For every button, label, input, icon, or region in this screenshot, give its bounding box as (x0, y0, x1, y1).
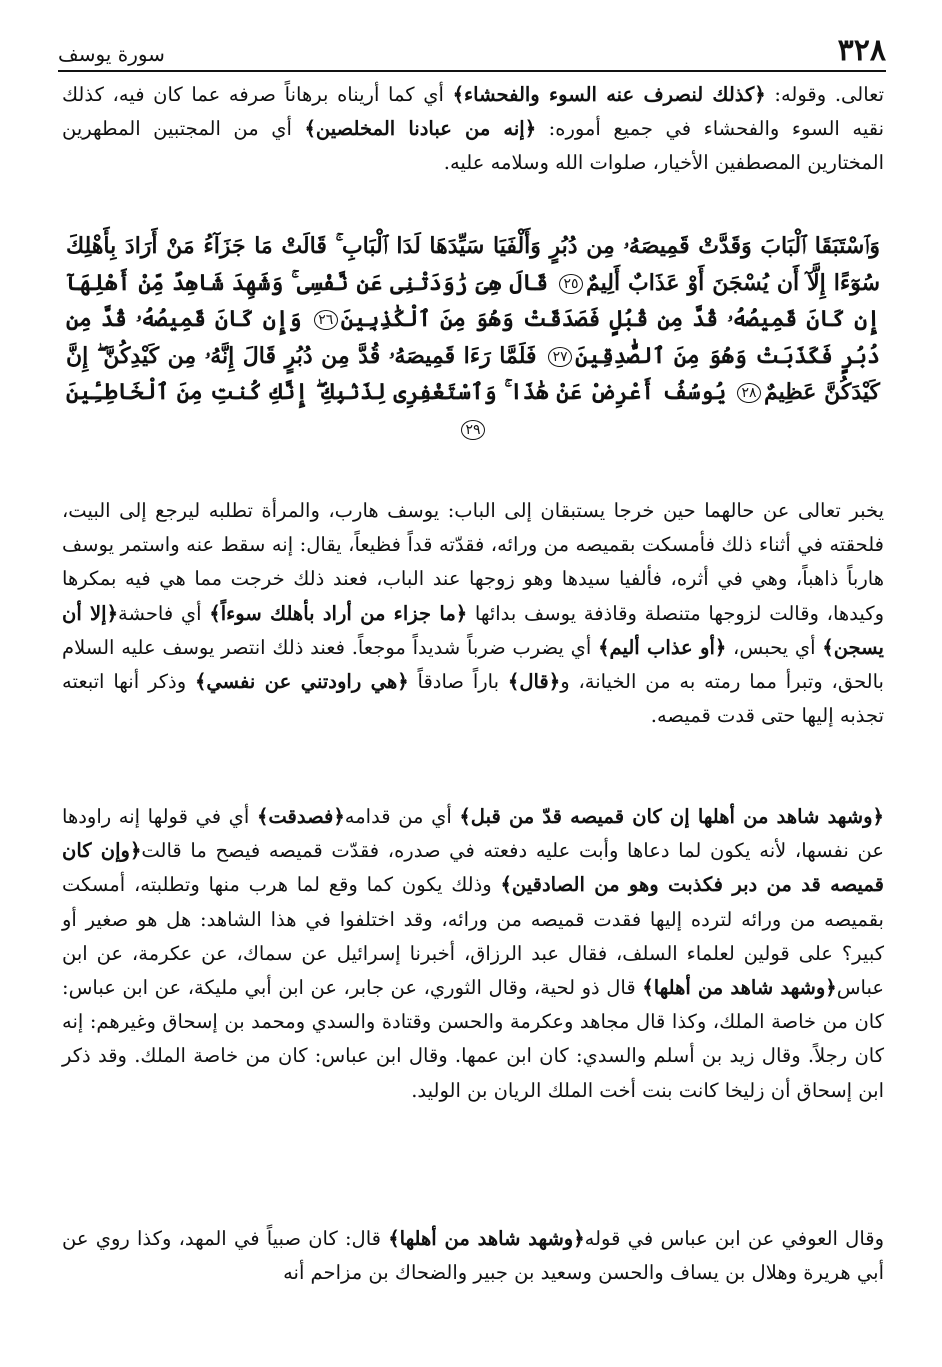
paragraph-3 (62, 800, 884, 1108)
text-run: أي كما أريناه برهاناً صرفه عما كان فيه، كذلك نقيه السوء والفحشاء في جميع أموره: (62, 83, 884, 141)
surah-title: سورة يوسف (58, 42, 165, 66)
quran-quote: ﴿كذلك لنصرف عنه السوء والفحشاء﴾ (452, 83, 766, 106)
quran-quote: ﴿فصدقت﴾ (256, 805, 345, 828)
page-number: ٣٢٨ (837, 33, 886, 68)
paragraph-2 (62, 494, 884, 733)
text-run: وقال العوفي عن ابن عباس في قوله (584, 1227, 884, 1250)
quran-quote: ﴿وشهد شاهد من أهلها﴾ (388, 1227, 585, 1250)
paragraph-1 (62, 78, 884, 181)
quran-quote: ﴿إلا أن يسجن﴾ (62, 601, 884, 659)
page-header (58, 30, 886, 72)
ayah-number-marker: ٢٧ (548, 347, 572, 367)
quran-quote: ﴿وشهد شاهد من أهلها﴾ (642, 976, 837, 1000)
quran-quote: ﴿إنه من عبادنا المخلصين﴾ (304, 117, 537, 141)
text-run: يخبر تعالى عن حالهما حين خرجا يستبقان إلى الباب: يوسف هارب، والمرأة تطلبه ليرجع إلى البيت، فلحقته في أثناء ذلك فأمسكت بقميصه من ورائه، فقدّته قداً فظيعاً، يقال: إنه سقط عنه واستمر يوسف هارباً ذاهباً، وهي في أثره، فألفيا سيدها وهو زوجها عند الباب، فعند ذلك خرجت مما هي فيه بمكرها وكيدها، وقالت لزوجها متنصلة وقاذفة يوسف بدائها (62, 499, 885, 625)
quran-quote: ﴿وإن كان قميصه قد من دبر فكذبت وهو من الصادقين﴾ (62, 839, 884, 897)
text-run: أي فاحشة (118, 601, 210, 625)
text-run: قَالَ هِىَ رَٰوَدَتْنِى عَن نَّفْسِى ۚ وَشَهِدَ شَاهِدٌ مِّنْ أَهْلِهَآ إِن كَانَ قَمِيصُهُۥ قُدَّ مِن قُبُلٍ فَصَدَقَتْ وَهُوَ مِنَ ٱلْكَٰذِبِينَ (66, 269, 881, 332)
text-run: أي في قولها إنه راودها عن نفسها، لأنه يكون لما دعاها وأبت عليه دفعته في صدره، فقدّت قميصه فيصح ما قالت (62, 805, 884, 863)
quran-quote: ﴿وشهد شاهد من أهلها إن كان قميصه قدّ من قبل﴾ (459, 805, 884, 828)
quran-verses (66, 228, 880, 447)
text-run: أي من المجتبين المطهرين المختارين المصطفين الأخيار، صلوات الله وسلامه عليه. (62, 117, 884, 175)
ayah-number-marker: ٢٩ (461, 420, 485, 440)
quran-quote: ﴿قال﴾ (507, 670, 561, 694)
text-run: وذلك يكون كما وقع لما هرب منها وتطلبته، أمسكت بقميصه من ورائه لترده إليها فقدت قميصه من ورائه، وقد اختلفوا في هذا الشاهد: هل هو صغير أو كبير؟ على قولين لعلماء السلف، فقال عبد الرزاق، أخبرنا إسرائيل عن سماك، عن عكرمة، عن ابن عباس (62, 873, 885, 1000)
text-run: باراً صادقاً (408, 670, 508, 694)
text-run: أي يحبس، (726, 635, 823, 659)
text-run: قال ذو لحية، وقال الثوري، عن جابر، عن ابن أبي مليكة، عن ابن عباس: كان من خاصة الملك، وكذا قال مجاهد وعكرمة والحسن وقتادة والسدي ومحمد بن إسحاق وغيرهم: إنه كان رجلاً. وقال زيد بن أسلم والسدي: كان ابن عمها. وقال ابن عباس: كان من خاصة الملك. وقد ذكر ابن إسحاق أن زليخا كانت بنت أخت الملك الريان بن الوليد. (62, 976, 884, 1102)
paragraph-4 (62, 1222, 884, 1290)
text-run: وَإِن كَانَ قَمِيصُهُۥ قُدَّ مِن دُبُرٍ فَكَذَبَتْ وَهُوَ مِنَ ٱلصَّٰدِقِينَ (66, 306, 881, 369)
ayah-number-marker: ٢٦ (314, 310, 338, 330)
text-run: أي يضرب ضرباً شديداً موجعاً. فعند ذلك انتصر يوسف عليه السلام بالحق، وتبرأ مما رمته به من الخيانة، و (62, 635, 884, 694)
text-run: يُوسُفُ أَعْرِضْ عَنْ هَٰذَا ۚ وَٱسْتَغْفِرِى لِذَنۢبِكِ ۖ إِنَّكِ كُنتِ مِنَ ٱلْخَاطِـِٔينَ (66, 379, 734, 405)
text-run: أي من قدامه (344, 805, 460, 828)
text-run: فَلَمَّا رَءَا قَمِيصَهُۥ قُدَّ مِن دُبُرٍ قَالَ إِنَّهُۥ مِن كَيْدِكُنَّ ۖ إِنَّ كَيْدَكُنَّ عَظِيمٌ (66, 342, 881, 405)
text-run: وَٱسْتَبَقَا ٱلْبَابَ وَقَدَّتْ قَمِيصَهُۥ مِن دُبُرٍ وَأَلْفَيَا سَيِّدَهَا لَدَا ٱلْبَابِ ۚ قَالَتْ مَا جَزَآءُ مَنْ أَرَادَ بِأَهْلِكَ سُوٓءًا إِلَّآ أَن يُسْجَنَ أَوْ عَذَابٌ أَلِيمٌ (66, 233, 880, 296)
quran-quote: ﴿هي راودتني عن نفسي﴾ (194, 670, 409, 694)
quran-quote: ﴿أو عذاب أليم﴾ (598, 635, 727, 659)
text-run: قال: كان صبياً في المهد، وكذا روي عن أبي هريرة وهلال بن يساف والحسن وسعيد بن جبير والضحاك بن مزاحم أنه (62, 1227, 884, 1285)
quran-quote: ﴿ما جزاء من أراد بأهلك سوءاً﴾ (209, 601, 468, 625)
ayah-number-marker: ٢٨ (737, 383, 761, 403)
text-run: تعالى. وقوله: (765, 83, 885, 106)
ayah-number-marker: ٢٥ (559, 274, 583, 294)
text-run: وذكر أنها اتبعته تجذبه إليها حتى قدت قميصه. (62, 670, 884, 728)
